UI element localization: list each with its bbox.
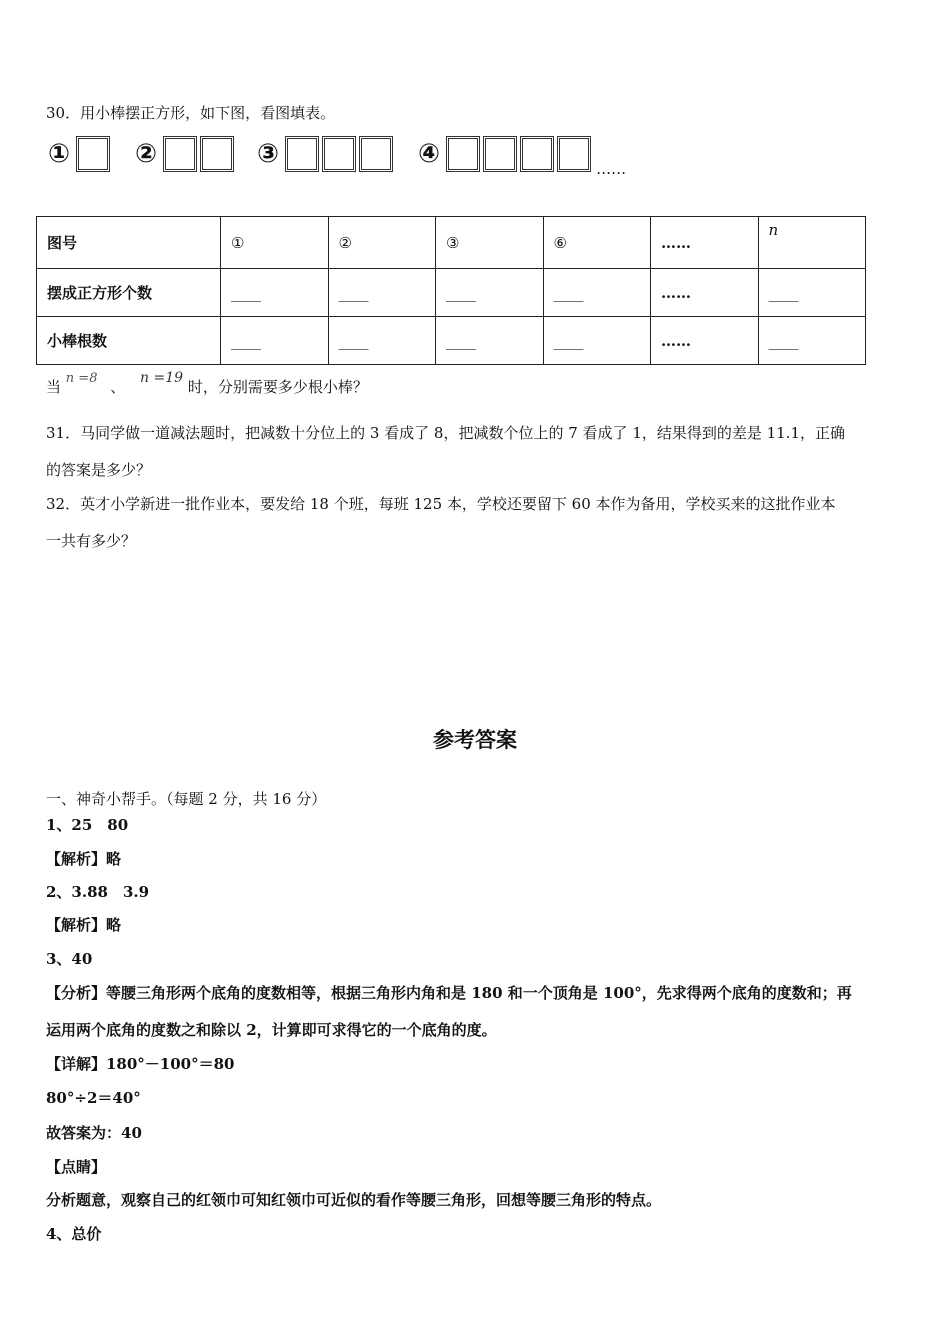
followup-sep: 、 — [110, 378, 126, 396]
table-cell: ① — [221, 217, 329, 269]
table-cell: ____ — [436, 317, 544, 365]
figure-2-label: ② — [135, 139, 158, 169]
table-header-cell: 摆成正方形个数 — [37, 269, 221, 317]
table-row — [37, 317, 866, 365]
answer-3-tip: 分析题意，观察自己的红领巾可知红领巾可近似的看作等腰三角形，回想等腰三角形的特点。 — [46, 1191, 662, 1209]
table-cell: ____ — [543, 269, 651, 317]
answer-1-note: 【解析】略 — [46, 850, 122, 868]
table-header-cell: 小棒根数 — [37, 317, 221, 365]
table-cell: ____ — [758, 269, 866, 317]
followup-suffix: 时，分别需要多少根小棒？ — [187, 378, 368, 396]
answer-2: 2、3.88 3.9 — [46, 883, 150, 901]
q32-line2: 一共有多少？ — [46, 532, 137, 550]
answer-3-analysis-1: 【分析】等腰三角形两个底角的度数相等，根据三角形内角和是 180 和一个顶角是 100°，先求得两个底角的度数和；再 — [46, 984, 852, 1002]
table-cell: n — [758, 217, 866, 269]
table-cell: ⑥ — [543, 217, 651, 269]
table-cell: ____ — [221, 269, 329, 317]
table-header-cell: 图号 — [37, 217, 221, 269]
table-row — [37, 269, 866, 317]
table-cell: ____ — [328, 317, 436, 365]
answer-3-analysis-2: 运用两个底角的度数之和除以 2，计算即可求得它的一个底角的度。 — [46, 1021, 497, 1039]
q32-line1: 32．英才小学新进一批作业本，要发给 18 个班，每班 125 本，学校还要留下 60 本作为备用，学校买来的这批作业本 — [46, 495, 836, 513]
q30-text: 30．用小棒摆正方形，如下图，看图填表。 — [46, 104, 336, 122]
table-cell: ____ — [221, 317, 329, 365]
answer-1: 1、25 80 — [46, 816, 129, 834]
figure-4-label: ④ — [418, 139, 441, 169]
table-cell: ____ — [436, 269, 544, 317]
table-cell: …… — [651, 217, 759, 269]
figure-1-label: ① — [48, 139, 71, 169]
table-cell: …… — [651, 317, 759, 365]
figure-3-squares — [285, 136, 396, 172]
answer-2-note: 【解析】略 — [46, 916, 122, 934]
followup-n1: n =8 — [65, 371, 98, 386]
stick-figures — [48, 130, 626, 178]
q30-followup — [46, 366, 368, 396]
table-cell: ____ — [328, 269, 436, 317]
q30-table — [36, 216, 866, 365]
answer-3-result: 故答案为：40 — [46, 1124, 142, 1142]
figure-2-squares — [163, 136, 237, 172]
answer-3-tip-label: 【点睛】 — [46, 1158, 107, 1176]
table-cell: ② — [328, 217, 436, 269]
table-row — [37, 217, 866, 269]
figure-ellipsis: …… — [596, 160, 627, 178]
table-cell: ____ — [758, 317, 866, 365]
answer-3-detail: 【详解】180°－100°＝80 — [46, 1055, 235, 1073]
answers-section-1: 一、神奇小帮手。（每题 2 分，共 16 分） — [46, 790, 327, 808]
answer-3-calc: 80°÷2＝40° — [46, 1089, 141, 1107]
q31-line2: 的答案是多少？ — [46, 461, 152, 479]
figure-3-label: ③ — [257, 139, 280, 169]
table-cell: ____ — [543, 317, 651, 365]
answer-4: 4、总价 — [46, 1225, 102, 1243]
answers-title: 参考答案 — [433, 728, 517, 752]
figure-4-squares — [446, 136, 594, 172]
answer-3: 3、40 — [46, 950, 93, 968]
followup-prefix: 当 — [46, 378, 62, 396]
table-cell: …… — [651, 269, 759, 317]
q31-line1: 31．马同学做一道减法题时，把减数十分位上的 3 看成了 8，把减数个位上的 7 看成了 1，结果得到的差是 11.1，正确 — [46, 424, 846, 442]
followup-n2: n =19 — [140, 370, 184, 386]
figure-1-squares — [76, 136, 113, 172]
table-cell: ③ — [436, 217, 544, 269]
